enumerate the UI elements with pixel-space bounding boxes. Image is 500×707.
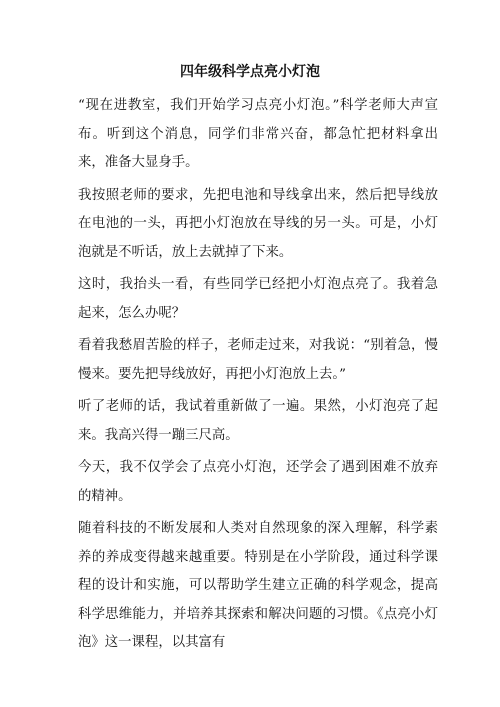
paragraph-6: 今天，我不仅学会了点亮小灯泡，还学会了遇到困难不放弃的精神。 [78,460,438,504]
paragraph-2: 我按照老师的要求，先把电池和导线拿出来，然后把导线放在电池的一头，再把小灯泡放在导线的另一头。可是，小灯泡就是不听话，放上去就掉了下来。 [78,187,438,260]
paragraph-4: 看着我愁眉苦脸的样子，老师走过来，对我说：“别着急，慢慢来。要先把导线放好，再把小灯泡放上去。” [78,338,438,382]
paragraph-5: 听了老师的话，我试着重新做了一遍。果然，小灯泡亮了起来。我高兴得一蹦三尺高。 [78,399,438,443]
paragraph-1: “现在进教室，我们开始学习点亮小灯泡。”科学老师大声宣布。听到这个消息，同学们非常兴奋，都急忙把材料拿出来，准备大显身手。 [78,98,438,170]
document-title: 四年级科学点亮小灯泡 [180,64,320,80]
document-body [78,92,438,662]
paragraph-7: 随着科技的不断发展和人类对自然现象的深入理解，科学素养的养成变得越来越重要。特别是在小学阶段，通过科学课程的设计和实施，可以帮助学生建立正确的科学观念，提高科学思维能力，并培养其探索和解决问题的习惯。《点亮小灯泡》这一课程，以其富有 [78,521,438,650]
paragraph-3: 这时，我抬头一看，有些同学已经把小灯泡点亮了。我着急起来，怎么办呢？ [78,277,438,321]
